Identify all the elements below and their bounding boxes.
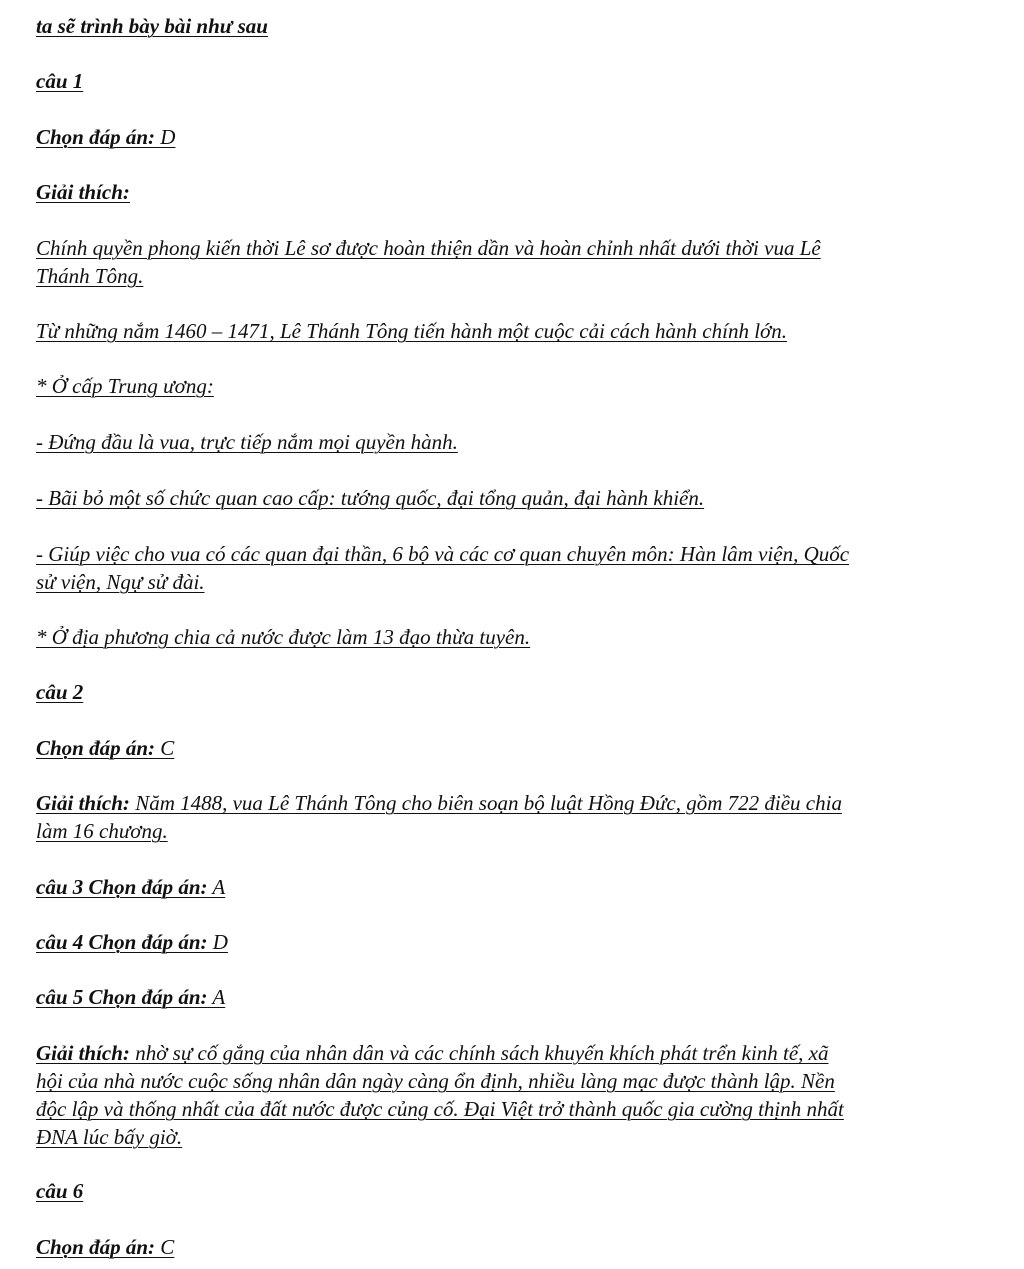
answer-label: câu 5 Chọn đáp án:: [36, 985, 208, 1009]
answer-value: A: [207, 875, 226, 899]
answer-value: C: [155, 1235, 175, 1259]
question-2-heading: câu 2: [36, 680, 84, 704]
question-6-answer: [36, 1233, 976, 1261]
question-6-heading: câu 6: [36, 1179, 84, 1203]
central-bullet-3-line-2: sử viện, Ngự sử đài.: [36, 570, 205, 594]
central-bullet-3-line-1: - Giúp việc cho vua có các quan đại thần, 6 bộ và các cơ quan chuyên môn: Hàn lâm viện, Quốc: [36, 542, 850, 566]
question-2-answer: [36, 734, 976, 762]
answer-label: câu 3 Chọn đáp án:: [36, 875, 208, 899]
explain-label: Giải thích:: [36, 1041, 130, 1065]
intro-text: ta sẽ trình bày bài như sau: [36, 14, 268, 38]
central-bullet-1: - Đứng đầu là vua, trực tiếp nắm mọi quyền hành.: [36, 430, 458, 454]
question-2-explain-line-2: làm 16 chương.: [36, 819, 168, 843]
answer-value: D: [155, 125, 176, 149]
answer-value: A: [207, 985, 226, 1009]
question-1-paragraph-1-line-2: Thánh Tông.: [36, 264, 144, 288]
question-2-explain-line-1: [36, 789, 976, 817]
question-5-explain-line-4: ĐNA lúc bấy giờ.: [36, 1125, 183, 1149]
answer-label: câu 4 Chọn đáp án:: [36, 930, 208, 954]
question-5-explain-line-1: [36, 1039, 976, 1067]
question-3-answer: [36, 873, 976, 901]
answer-label: Chọn đáp án:: [36, 125, 156, 149]
question-1-answer: [36, 123, 976, 151]
central-bullet-2: - Bãi bỏ một số chức quan cao cấp: tướng quốc, đại tổng quản, đại hành khiển.: [36, 486, 705, 510]
question-1-explain-label: Giải thích:: [36, 180, 130, 204]
answer-label: Chọn đáp án:: [36, 736, 156, 760]
answer-label: Chọn đáp án:: [36, 1235, 156, 1259]
question-5-explain-line-2: hội của nhà nước cuộc sống nhân dân ngày càng ổn định, nhiều làng mạc được thành lập. Nền: [36, 1069, 835, 1093]
explain-text: nhờ sự cố gắng của nhân dân và các chính sách khuyến khích phát trển kinh tế, xã: [129, 1041, 829, 1065]
central-level-heading: * Ở cấp Trung ương:: [36, 374, 214, 398]
explain-label: Giải thích:: [36, 791, 130, 815]
answer-value: D: [207, 930, 228, 954]
question-1-heading: câu 1: [36, 69, 84, 93]
question-1-paragraph-2: Từ những nắm 1460 – 1471, Lê Thánh Tông tiến hành một cuộc cải cách hành chính lớn.: [36, 319, 787, 343]
question-1-paragraph-1-line-1: Chính quyền phong kiến thời Lê sơ được hoàn thiện dần và hoàn chỉnh nhất dưới thời vua Lê: [36, 236, 821, 260]
answer-value: C: [155, 736, 175, 760]
explain-text: Năm 1488, vua Lê Thánh Tông cho biên soạn bộ luật Hồng Đức, gồm 722 điều chia: [129, 791, 842, 815]
question-5-explain-line-3: độc lập và thống nhất của đất nước được củng cố. Đại Việt trở thành quốc gia cường thịnh nhất: [36, 1097, 844, 1121]
question-5-answer: [36, 983, 976, 1011]
local-level-text: * Ở địa phương chia cả nước được làm 13 đạo thừa tuyên.: [36, 625, 531, 649]
question-4-answer: [36, 928, 976, 956]
